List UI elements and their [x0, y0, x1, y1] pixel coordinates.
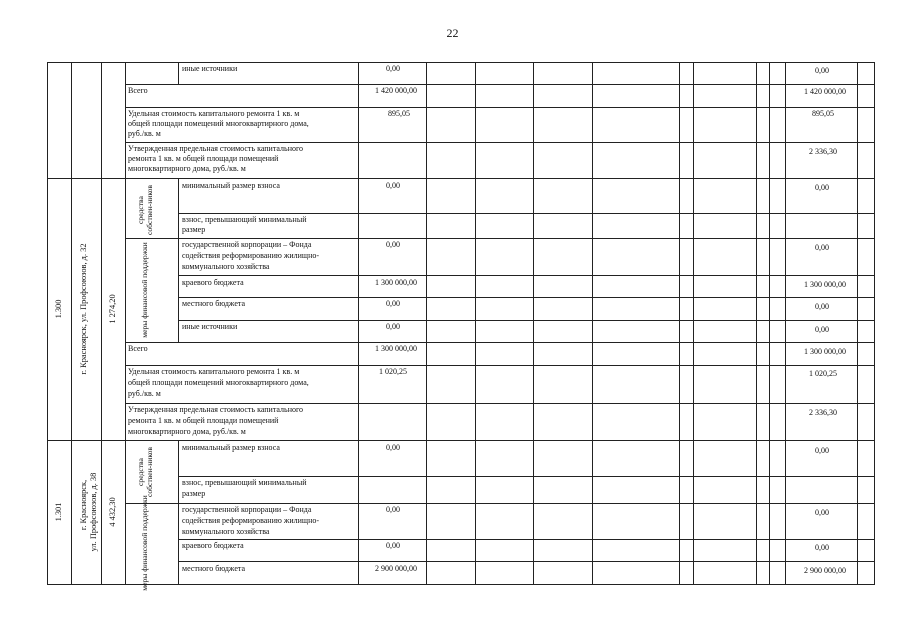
row-total: 1 020,25	[809, 369, 837, 378]
row-label: местного бюджета	[182, 564, 246, 573]
page-number: 22	[446, 26, 459, 40]
row-label: минимальный размер взноса	[182, 443, 280, 452]
row-label: содействия реформированию жилищно-	[182, 516, 320, 525]
row-total: 0,00	[815, 66, 829, 75]
row-label: государственной корпорации – Фонда	[182, 240, 312, 249]
object-number: 1.300	[54, 299, 63, 319]
row-label: коммунального хозяйства	[182, 527, 270, 536]
row-total: 1 420 000,00	[804, 87, 846, 96]
row-value: 0,00	[386, 322, 400, 331]
group-owners-funds: средства собствен-ников	[136, 184, 154, 236]
row-label: коммунального хозяйства	[182, 262, 270, 271]
group-support-measures: меры финансовой поддержки	[140, 495, 149, 591]
row-label: размер	[182, 489, 206, 498]
row-total: 2 900 000,00	[804, 566, 846, 575]
row-total: 0,00	[815, 183, 829, 192]
row-label: руб./кв. м	[128, 129, 161, 138]
row-label: ремонта 1 кв. м общей площади помещений	[128, 416, 279, 425]
row-label: многоквартирного дома, руб./кв. м	[128, 427, 246, 436]
row-total: 1 300 000,00	[804, 280, 846, 289]
row-total: 1 300 000,00	[804, 347, 846, 356]
row-label: Удельная стоимость капитального ремонта 1 кв. м	[128, 109, 300, 118]
row-label: Утвержденная предельная стоимость капитального	[128, 144, 304, 153]
row-label: многоквартирного дома, руб./кв. м	[128, 164, 246, 173]
row-label: краевого бюджета	[182, 541, 244, 550]
row-label: ремонта 1 кв. м общей площади помещений	[128, 154, 279, 163]
group-owners-funds: средства собствен-ников	[136, 446, 154, 498]
object-number: 1.301	[54, 502, 63, 522]
row-value: 0,00	[386, 505, 400, 514]
row-label: размер	[182, 225, 206, 234]
row-value: 0,00	[386, 541, 400, 550]
group-support-measures: меры финансовой поддержки	[140, 242, 149, 338]
row-label: руб./кв. м	[128, 389, 161, 398]
row-label: взнос, превышающий минимальный	[182, 478, 307, 487]
row-label: местного бюджета	[182, 299, 246, 308]
row-total: 0,00	[815, 243, 829, 252]
row-label: государственной корпорации – Фонда	[182, 505, 312, 514]
row-total: 0,00	[815, 325, 829, 334]
row-total: 2 336,30	[809, 147, 837, 156]
row-value: 1 300 000,00	[375, 278, 417, 287]
row-label: общей площади помещений многоквартирного дома,	[128, 378, 309, 387]
row-value: 0,00	[386, 443, 400, 452]
object-address: г. Красноярск, ул. Профсоюзов, д. 32	[79, 243, 88, 375]
row-label: Утвержденная предельная стоимость капитального	[128, 405, 304, 414]
row-label: краевого бюджета	[182, 278, 244, 287]
row-value: 0,00	[386, 181, 400, 190]
row-value: 2 900 000,00	[375, 564, 417, 573]
row-label: Всего	[128, 344, 148, 353]
row-total: 895,05	[812, 109, 834, 118]
row-value: 1 300 000,00	[375, 344, 417, 353]
row-total: 2 336,30	[809, 408, 837, 417]
object-address-line2: ул. Профсоюзов, д. 38	[89, 472, 98, 552]
object-area: 4 432,30	[108, 497, 117, 527]
row-value: 0,00	[386, 299, 400, 308]
object-area: 1 274,20	[108, 294, 117, 324]
object-address-line1: г. Красноярск,	[79, 479, 88, 531]
row-label: Всего	[128, 86, 148, 95]
row-total: 0,00	[815, 508, 829, 517]
row-label: взнос, превышающий минимальный	[182, 215, 307, 224]
row-label: Удельная стоимость капитального ремонта 1 кв. м	[128, 367, 300, 376]
row-label: общей площади помещений многоквартирного дома,	[128, 119, 309, 128]
row-value: 0,00	[386, 240, 400, 249]
row-label: содействия реформированию жилищно-	[182, 251, 320, 260]
row-value: 1 020,25	[379, 367, 407, 376]
row-total: 0,00	[815, 302, 829, 311]
row-label: иные источники	[182, 64, 238, 73]
row-total: 0,00	[815, 543, 829, 552]
row-label: иные источники	[182, 322, 238, 331]
row-value: 0,00	[386, 64, 400, 73]
row-value: 895,05	[388, 109, 410, 118]
row-label: минимальный размер взноса	[182, 181, 280, 190]
row-value: 1 420 000,00	[375, 86, 417, 95]
row-total: 0,00	[815, 446, 829, 455]
